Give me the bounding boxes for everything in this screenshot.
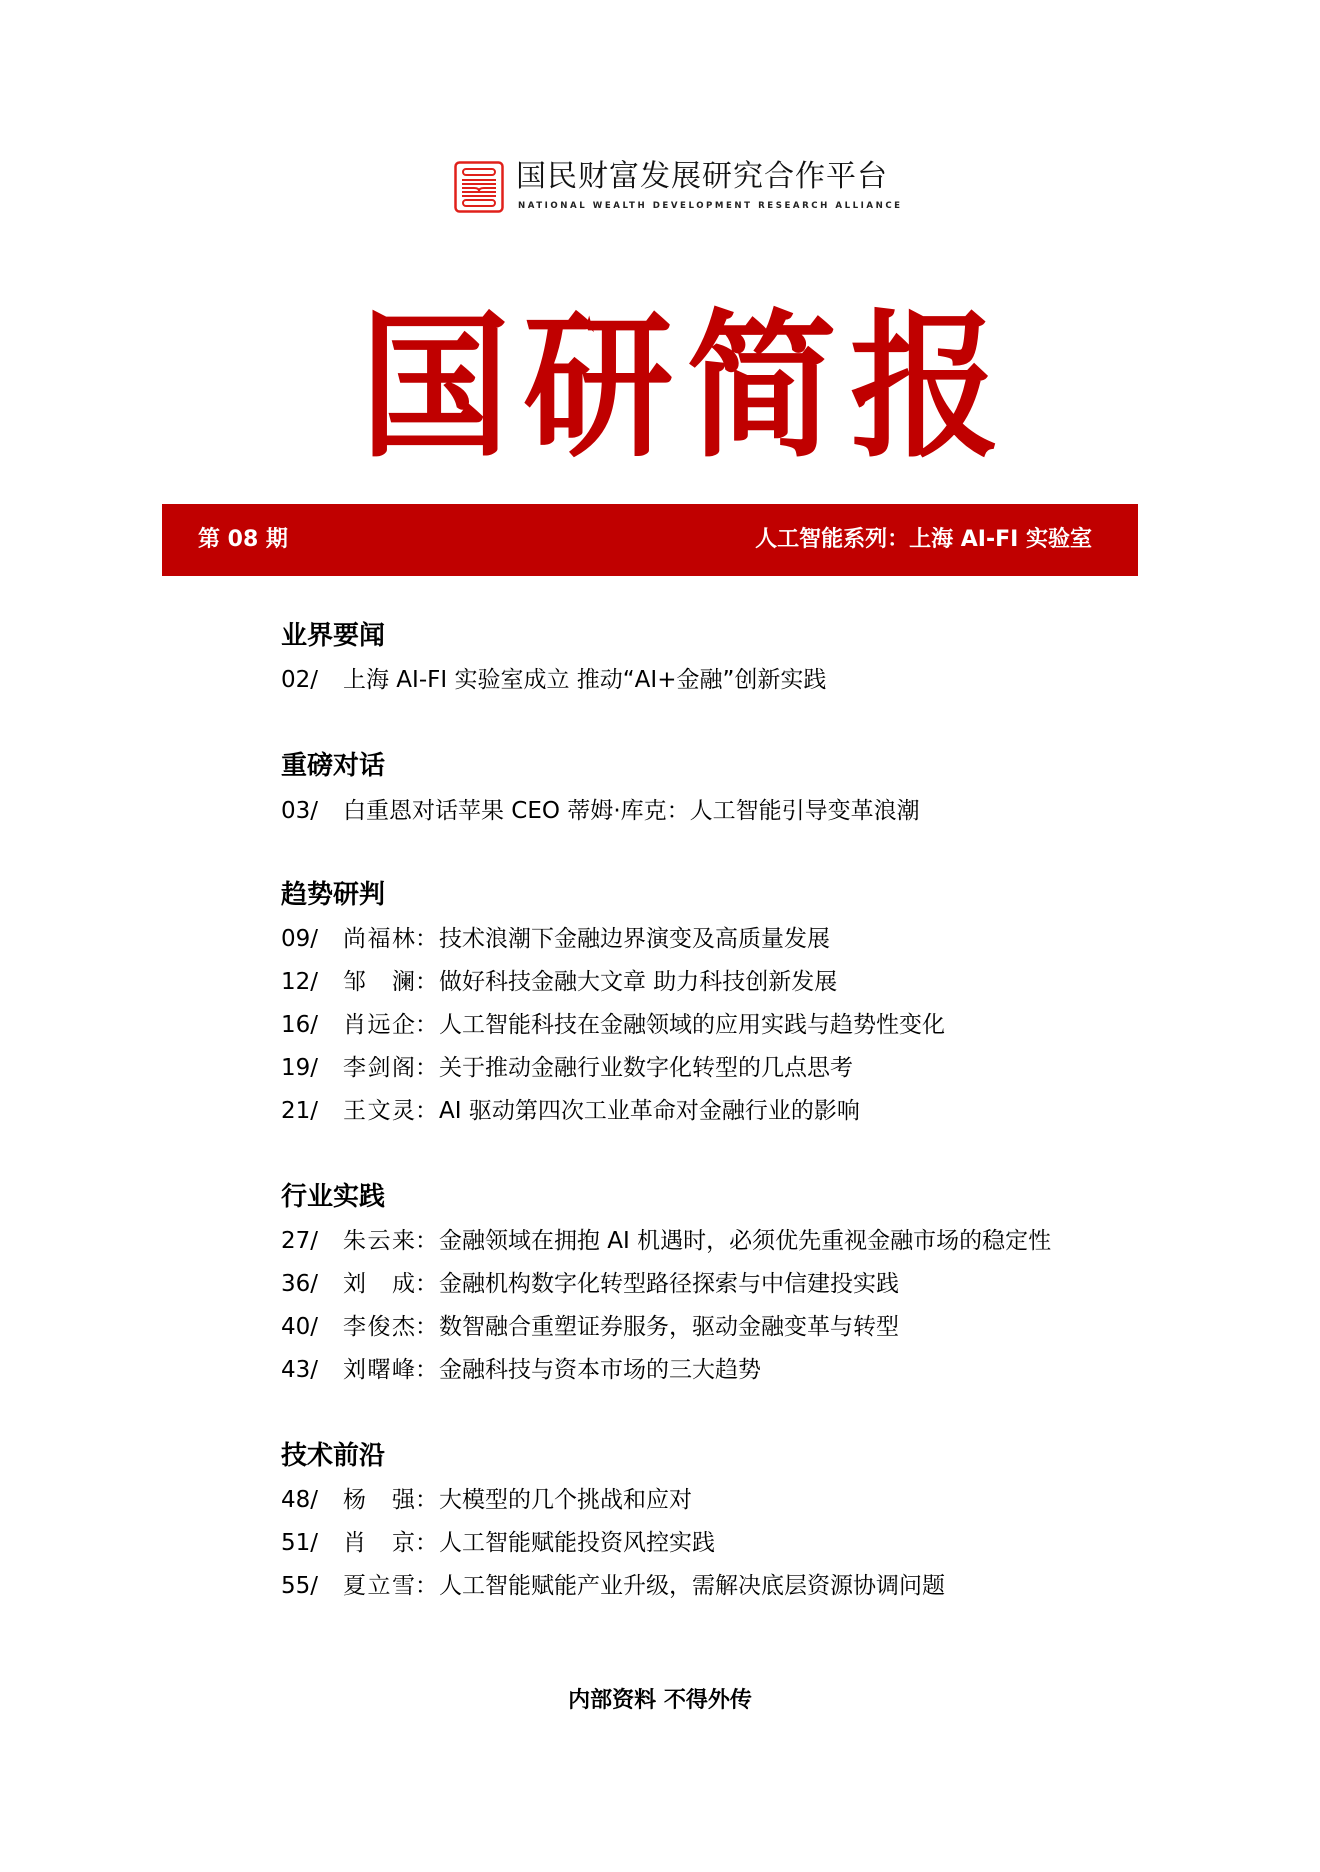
page-number: 21/ <box>281 1098 319 1124</box>
author-name <box>343 1010 415 1040</box>
page-number: 02/ <box>281 667 319 693</box>
title-char: 研 <box>523 294 674 480</box>
colon: ： <box>415 1530 438 1556</box>
author-char: 雪 <box>392 1573 415 1599</box>
author-char: 邹 <box>343 969 366 995</box>
article-title: 技术浪潮下金融边界演变及高质量发展 <box>439 926 830 952</box>
article-title: 上海 AI-FI 实验室成立 推动“AI+金融”创新实践 <box>343 667 827 693</box>
author-char: 俊 <box>367 1314 391 1340</box>
colon: ： <box>415 1228 438 1254</box>
author-char: 李 <box>343 1055 366 1081</box>
section-heading: 重磅对话 <box>281 751 386 781</box>
author-name <box>343 1312 415 1342</box>
author-name <box>343 1528 415 1558</box>
title-char: 报 <box>849 294 1000 480</box>
author-char: 来 <box>392 1228 415 1254</box>
page-number: 09/ <box>281 926 319 952</box>
colon: ： <box>415 1271 438 1297</box>
author-char: 强 <box>392 1487 415 1513</box>
article-title: 人工智能科技在金融领域的应用实践与趋势性变化 <box>439 1012 945 1038</box>
publication-title <box>360 292 1000 482</box>
author-char: 杨 <box>343 1487 366 1513</box>
author-char: 王 <box>343 1098 366 1124</box>
author-char: 澜 <box>392 969 415 995</box>
colon: ： <box>415 1055 438 1081</box>
author-char: 林 <box>392 926 415 952</box>
author-char: 尚 <box>343 926 366 952</box>
author-char: 文 <box>367 1098 391 1124</box>
author-char: 剑 <box>367 1055 391 1081</box>
author-char: 远 <box>367 1012 391 1038</box>
article-title: 金融领域在拥抱 AI 机遇时，必须优先重视金融市场的稳定性 <box>439 1228 1052 1254</box>
issue-banner <box>162 504 1138 576</box>
author-name <box>343 924 415 954</box>
author-char: 朱 <box>343 1228 366 1254</box>
author-name <box>343 1226 415 1256</box>
article-title: 金融机构数字化转型路径探索与中信建投实践 <box>439 1271 899 1297</box>
author-char: 夏 <box>343 1573 366 1599</box>
colon: ： <box>415 1573 438 1599</box>
page-number: 40/ <box>281 1314 319 1340</box>
author-name <box>343 967 415 997</box>
author-char: 刘 <box>343 1357 366 1383</box>
seal-logo-icon <box>454 161 504 213</box>
confidentiality-notice: 内部资料 不得外传 <box>568 1688 752 1713</box>
page-number: 48/ <box>281 1487 319 1513</box>
series-title: 人工智能系列：上海 AI-FI 实验室 <box>755 527 1092 552</box>
title-char: 简 <box>686 294 837 480</box>
author-char: 福 <box>367 926 391 952</box>
colon: ： <box>415 1357 438 1383</box>
section-heading: 趋势研判 <box>281 880 386 910</box>
article-title: 做好科技金融大文章 助力科技创新发展 <box>439 969 838 995</box>
article-title: AI 驱动第四次工业革命对金融行业的影响 <box>439 1098 860 1124</box>
colon: ： <box>415 1012 438 1038</box>
author-name <box>343 1571 415 1601</box>
colon: ： <box>415 969 438 995</box>
author-name <box>343 1096 415 1126</box>
article-title: 数智融合重塑证券服务，驱动金融变革与转型 <box>439 1314 899 1340</box>
article-title: 金融科技与资本市场的三大趋势 <box>439 1357 761 1383</box>
author-char: 阁 <box>392 1055 415 1081</box>
author-char: 肖 <box>343 1012 366 1038</box>
colon: ： <box>415 1487 438 1513</box>
page-number: 27/ <box>281 1228 319 1254</box>
issue-number: 第 08 期 <box>198 527 288 552</box>
author-char: 刘 <box>343 1271 366 1297</box>
author-char: 京 <box>392 1530 415 1556</box>
article-title: 关于推动金融行业数字化转型的几点思考 <box>439 1055 853 1081</box>
author-char: 立 <box>367 1573 391 1599</box>
article-title: 大模型的几个挑战和应对 <box>439 1487 692 1513</box>
author-name <box>343 1053 415 1083</box>
colon: ： <box>415 1098 438 1124</box>
author-char: 云 <box>367 1228 391 1254</box>
author-char: 灵 <box>392 1098 415 1124</box>
author-char: 曙 <box>367 1357 391 1383</box>
author-char: 峰 <box>392 1357 415 1383</box>
org-name: 国民财富发展研究合作平台 <box>516 159 888 194</box>
author-char: 李 <box>343 1314 366 1340</box>
org-name-english: NATIONAL WEALTH DEVELOPMENT RESEARCH ALLIANCE <box>518 201 903 211</box>
article-title: 人工智能赋能投资风控实践 <box>439 1530 715 1556</box>
section-heading: 行业实践 <box>281 1182 386 1212</box>
page-number: 55/ <box>281 1573 319 1599</box>
author-char: 杰 <box>392 1314 415 1340</box>
title-char: 国 <box>360 294 511 480</box>
page-number: 03/ <box>281 798 319 824</box>
author-name <box>343 1485 415 1515</box>
page-number: 43/ <box>281 1357 319 1383</box>
article-title: 人工智能赋能产业升级，需解决底层资源协调问题 <box>439 1573 945 1599</box>
colon: ： <box>415 1314 438 1340</box>
author-char: 成 <box>392 1271 415 1297</box>
article-title: 白重恩对话苹果 CEO 蒂姆·库克：人工智能引导变革浪潮 <box>343 798 920 824</box>
author-char: 企 <box>392 1012 415 1038</box>
section-heading: 业界要闻 <box>281 621 386 651</box>
page-number: 12/ <box>281 969 319 995</box>
page-number: 19/ <box>281 1055 319 1081</box>
page-number: 36/ <box>281 1271 319 1297</box>
colon: ： <box>415 926 438 952</box>
page-number: 16/ <box>281 1012 319 1038</box>
author-char: 肖 <box>343 1530 366 1556</box>
author-name <box>343 1355 415 1385</box>
section-heading: 技术前沿 <box>281 1441 386 1471</box>
page-number: 51/ <box>281 1530 319 1556</box>
author-name <box>343 1269 415 1299</box>
